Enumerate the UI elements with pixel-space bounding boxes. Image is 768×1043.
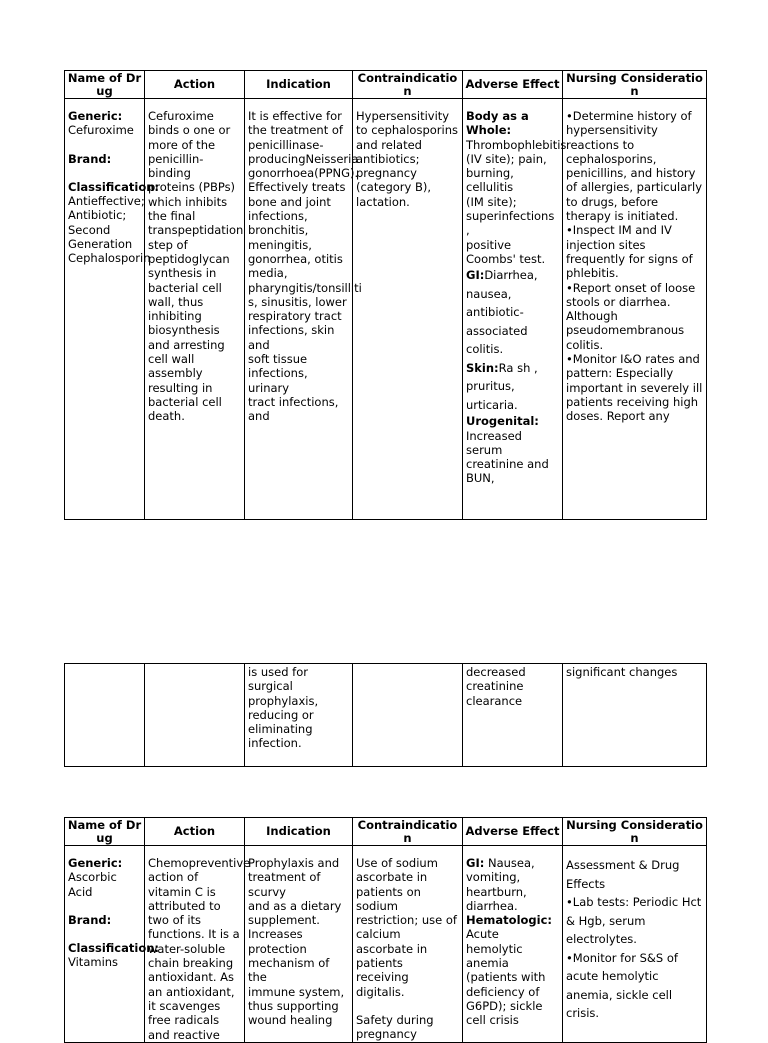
contraindication-text: Hypersensitivity to cephalosporins and related antibiotics; pregnancy (category B), lactation. bbox=[356, 109, 458, 209]
classification-item: Antieffective; bbox=[68, 194, 145, 209]
contraindication-text: Use of sodium ascorbate in patients on sodium restriction; use of calcium ascorbate in patients receiving digitalis. bbox=[356, 856, 457, 999]
cell-indication bbox=[245, 846, 353, 1043]
header-indication: Indication bbox=[245, 818, 353, 846]
classification-label: Classification: bbox=[68, 179, 160, 194]
adverse-text: Increased serum creatinine and BUN, bbox=[466, 428, 549, 486]
nursing-text: •Monitor for S&S of acute hemolytic anemia, sickle cell crisis. bbox=[566, 950, 678, 1020]
indication-text: Effectively treats bbox=[248, 180, 346, 195]
classification-item: Vitamins bbox=[68, 955, 119, 970]
indication-text: tract infections, and bbox=[248, 394, 339, 424]
header-indication: Indication bbox=[245, 71, 353, 99]
cell-action bbox=[145, 664, 245, 767]
adverse-text: positive Coombs' test. bbox=[466, 237, 546, 266]
classification-item: Antibiotic; bbox=[68, 208, 127, 223]
cell-nursing-consideration bbox=[563, 846, 707, 1043]
skin-label: Skin: bbox=[466, 360, 499, 375]
indication-text: soft tissue infections, urinary bbox=[248, 352, 308, 395]
cell-nursing-consideration bbox=[563, 99, 707, 520]
cell-contraindication bbox=[353, 99, 463, 520]
generic-name: Cefuroxime bbox=[68, 123, 134, 138]
drug-table-cefuroxime bbox=[64, 70, 707, 520]
nursing-text: significant changes bbox=[566, 665, 678, 679]
nursing-text: •Monitor I&O rates and bbox=[566, 352, 700, 367]
header-name-of-drug: Name of Drug bbox=[65, 71, 145, 99]
drug-table-ascorbic-acid bbox=[64, 817, 707, 1043]
indication-text: It is effective for the treatment of penicillinase-producingNeisseria gonorrhoea(PPNG). bbox=[248, 109, 359, 181]
header-adverse-effect: Adverse Effect bbox=[463, 71, 563, 99]
nursing-text: •Report onset of loose bbox=[566, 280, 696, 295]
indication-text: Prophylaxis and treatment of scurvy bbox=[248, 856, 340, 899]
nursing-text: •Lab tests: Periodic Hct bbox=[566, 895, 702, 909]
adverse-text: Ra sh , bbox=[498, 360, 538, 375]
header-action: Action bbox=[145, 818, 245, 846]
action-text: Cefuroxime binds o one or more of the penicillin-binding proteins (PBPs) which inhibits the final transpeptidation step of peptidoglycan synthesis in bacterial cell wall, thus inhibiting biosynthesis and arresting cell wall assembly resulting in bacterial cell death. bbox=[148, 109, 244, 424]
cell-action bbox=[145, 846, 251, 1043]
cell-indication bbox=[245, 99, 362, 520]
nursing-text: •Determine history of hypersensitivity reactions to cephalosporins, penicillins, and history bbox=[566, 109, 696, 181]
header-contraindication: Contraindication bbox=[353, 818, 463, 846]
cell-adverse-effect bbox=[463, 846, 563, 1043]
cell-drug-name bbox=[65, 846, 160, 1043]
generic-label: Generic: bbox=[68, 109, 123, 123]
cell-contraindication bbox=[353, 846, 463, 1043]
generic-label: Generic: bbox=[68, 856, 123, 870]
indication-text: and as a dietary supplement. bbox=[248, 898, 342, 928]
cell-nursing-consideration bbox=[563, 664, 707, 767]
drug-table-continuation bbox=[64, 663, 707, 767]
generic-name: Ascorbic Acid bbox=[68, 870, 117, 899]
indication-text: immune system, thus supporting wound healing bbox=[248, 984, 345, 1028]
brand-label: Brand: bbox=[68, 912, 112, 927]
header-name-of-drug: Name of Drug bbox=[65, 818, 145, 846]
adverse-text: Thrombophlebitis bbox=[466, 137, 567, 152]
nursing-text: •Inspect IM and IV injection sites frequently for signs of phlebitis. bbox=[566, 223, 693, 281]
adverse-text: Nausea, vomiting, heartburn, diarrhea. bbox=[466, 856, 535, 913]
brand-label: Brand: bbox=[68, 151, 112, 166]
header-nursing-consideration: Nursing Consideration bbox=[563, 71, 707, 99]
adverse-text: Acute hemolytic anemia (patients with deficiency of G6PD); sickle cell crisis bbox=[466, 927, 546, 1028]
adverse-text: colitis. bbox=[466, 342, 504, 357]
adverse-text: antibiotic-associated bbox=[466, 305, 528, 338]
nursing-text: of allergies, particularly to drugs, before therapy is initiated. bbox=[566, 180, 703, 224]
urogenital-label: Urogenital: bbox=[466, 414, 539, 429]
header-nursing-consideration: Nursing Consideration bbox=[563, 818, 707, 846]
nursing-text: pattern: Especially important in severely ill patients receiving high doses. Report any bbox=[566, 366, 703, 424]
adverse-text: nausea, bbox=[466, 286, 512, 301]
nursing-text: Assessment & Drug Effects bbox=[566, 858, 680, 891]
contraindication-text: Safety during pregnancy bbox=[356, 1012, 434, 1042]
hematologic-label: Hematologic: bbox=[466, 913, 552, 928]
cell-adverse-effect bbox=[463, 99, 567, 520]
adverse-text: (IV site); pain, burning, cellulitis bbox=[466, 151, 547, 195]
classification-label: Classification: bbox=[68, 941, 160, 956]
header-action: Action bbox=[145, 71, 245, 99]
adverse-text: decreased creatinine clearance bbox=[466, 665, 526, 708]
action-text: Chemopreventive action of vitamin C is attributed to two of its functions. It is a water-soluble chain breaking antioxidant. As an antioxidant, it scavenges free radicals and reactive bbox=[148, 856, 251, 1042]
classification-item: Second Generation Cephalosporin bbox=[68, 222, 151, 266]
adverse-text: urticaria. bbox=[466, 397, 518, 412]
cell-adverse-effect bbox=[463, 664, 563, 767]
cell-contraindication bbox=[353, 664, 463, 767]
adverse-text: (IM site); superinfections bbox=[466, 194, 555, 224]
indication-text: bone and joint infections, bronchitis, meningitis, gonorrhea, otitis media, pharyngitis/tonsilliti bbox=[248, 194, 362, 295]
gi-label: GI: bbox=[466, 856, 485, 870]
nursing-text: stools or diarrhea. Although pseudomembranous colitis. bbox=[566, 294, 685, 352]
indication-text: Increases protection mechanism of the bbox=[248, 927, 330, 985]
body-as-whole-label: Body as a Whole: bbox=[466, 109, 529, 138]
cell-drug-name bbox=[65, 664, 145, 767]
cell-indication bbox=[245, 664, 353, 767]
indication-text: s, sinusitis, lower respiratory tract infections, skin and bbox=[248, 294, 347, 352]
adverse-text: pruritus, bbox=[466, 379, 515, 394]
cell-action bbox=[145, 99, 245, 520]
nursing-text: & Hgb, serum electrolytes. bbox=[566, 913, 646, 946]
adverse-text: , bbox=[466, 223, 470, 238]
indication-text: is used for surgical prophylaxis, reducing or eliminating infection. bbox=[248, 665, 319, 751]
gi-label: GI: bbox=[466, 268, 485, 283]
cell-drug-name bbox=[65, 99, 160, 520]
adverse-text: Diarrhea, bbox=[484, 268, 538, 283]
header-adverse-effect: Adverse Effect bbox=[463, 818, 563, 846]
header-contraindication: Contraindication bbox=[353, 71, 463, 99]
